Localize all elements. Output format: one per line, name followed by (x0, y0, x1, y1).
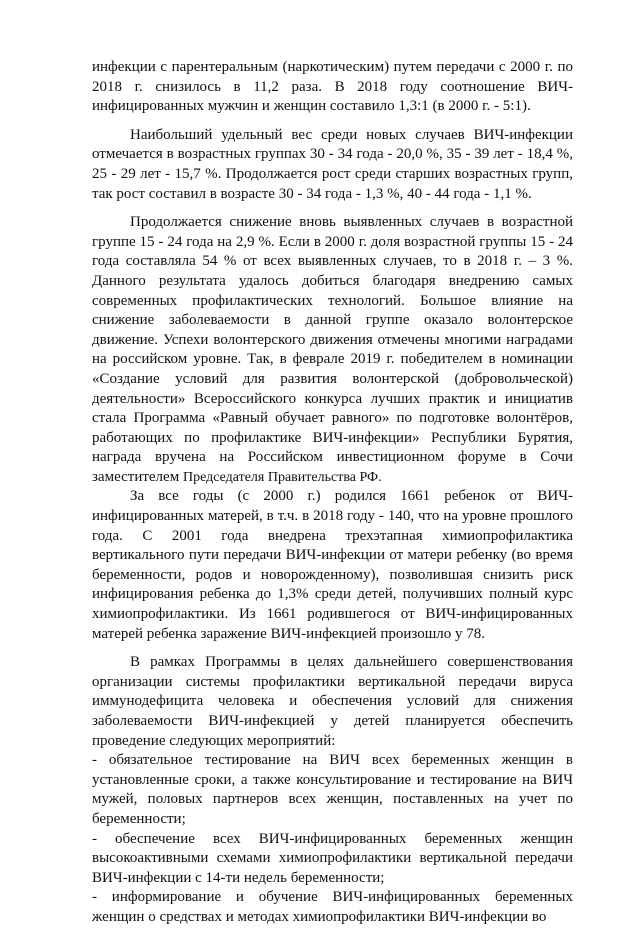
list-item-informing: - информирование и обучение ВИЧ-инфицированных беременных женщин о средствах и методах химиопрофилактики ВИЧ-инфекции во (92, 889, 573, 925)
list-item-therapy: - обеспечение всех ВИЧ-инфицированных беременных женщин высокоактивными схемами химиопрофилактики вертикальной передачи ВИЧ-инфекции с 14-ти недель беременности; (92, 830, 573, 886)
document-page (92, 58, 573, 928)
paragraph-children-born: За все годы (с 2000 г.) родился 1661 ребенок от ВИЧ-инфицированных матерей, в т.ч. в 2018 году - 140, что на уровне прошлого года. С 2001 года внедрена трехэтапная химиопрофилактика вертикального пути передачи ВИЧ-инфекции от матери ребенку (во время беременности, родов и новорожденному), позволившая снизить риск инфицирования ребенка до 1,3% среди детей, получивших полный курс химиопрофилактики. Из 1661 родившегося от ВИЧ-инфицированных матерей ребенка заражение ВИЧ-инфекцией произошло у 78. (92, 488, 573, 642)
paragraph-youth-volunteers-tail: Председателя Правительства РФ. (182, 469, 382, 485)
paragraph-age-groups: Наибольший удельный вес среди новых случаев ВИЧ-инфекции отмечается в возрастных группах 30 - 34 года - 20,0 %, 35 - 39 лет - 18,4 %, 25 - 29 лет - 15,7 %. Продолжается рост среди старших возрастных групп, так рост составил в возрасте 30 - 34 года - 1,3 %, 40 - 44 года - 1,1 %. (92, 126, 573, 202)
paragraph-youth-volunteers-text: Продолжается снижение вновь выявленных случаев в возрастной группе 15 - 24 года на 2,9 %. Если в 2000 г. доля возрастной группы 15 - 24 года составляла 54 % от всех выявленных случаев, то в 2018 г. – 3 %. Данного результата удалось добиться благодаря внедрению самых современных профилактических технологий. Большое влияние на снижение заболеваемости в данной группе оказало волонтерское движение. Успехи волонтерского движения отмечены многими наградами на российском уровне. Так, в феврале 2019 г. победителем в номинации «Создание условий для развития волонтерской (добровольческой) деятельности» Всероссийского конкурса лучших практик и инициатив стала Программа «Равный обучает равного» по подготовке волонтёров, работающих по профилактике ВИЧ-инфекции» Республики Бурятия, награда вручена на Российском инвестиционном форуме в Сочи заместителем (92, 214, 573, 485)
paragraph-program-measures: В рамках Программы в целях дальнейшего совершенствования организации системы профилактики вертикальной передачи вируса иммунодефицита человека и обеспечения условий для снижения заболеваемости ВИЧ-инфекцией у детей планируется обеспечить проведение следующих мероприятий: (92, 654, 573, 749)
list-item-testing: - обязательное тестирование на ВИЧ всех беременных женщин в установленные сроки, а также консультирование и тестирование на ВИЧ мужей, половых партнеров всех женщин, поставленных на учет по беременности; (92, 752, 573, 827)
paragraph-parenteral-transmission: инфекции с парентеральным (наркотическим) путем передачи с 2000 г. по 2018 г. снизилось в 11,2 раза. В 2018 году соотношение ВИЧ-инфицированных мужчин и женщин составило 1,3:1 (в 2000 г. - 5:1). (92, 59, 573, 115)
paragraph-youth-volunteers (92, 213, 573, 487)
